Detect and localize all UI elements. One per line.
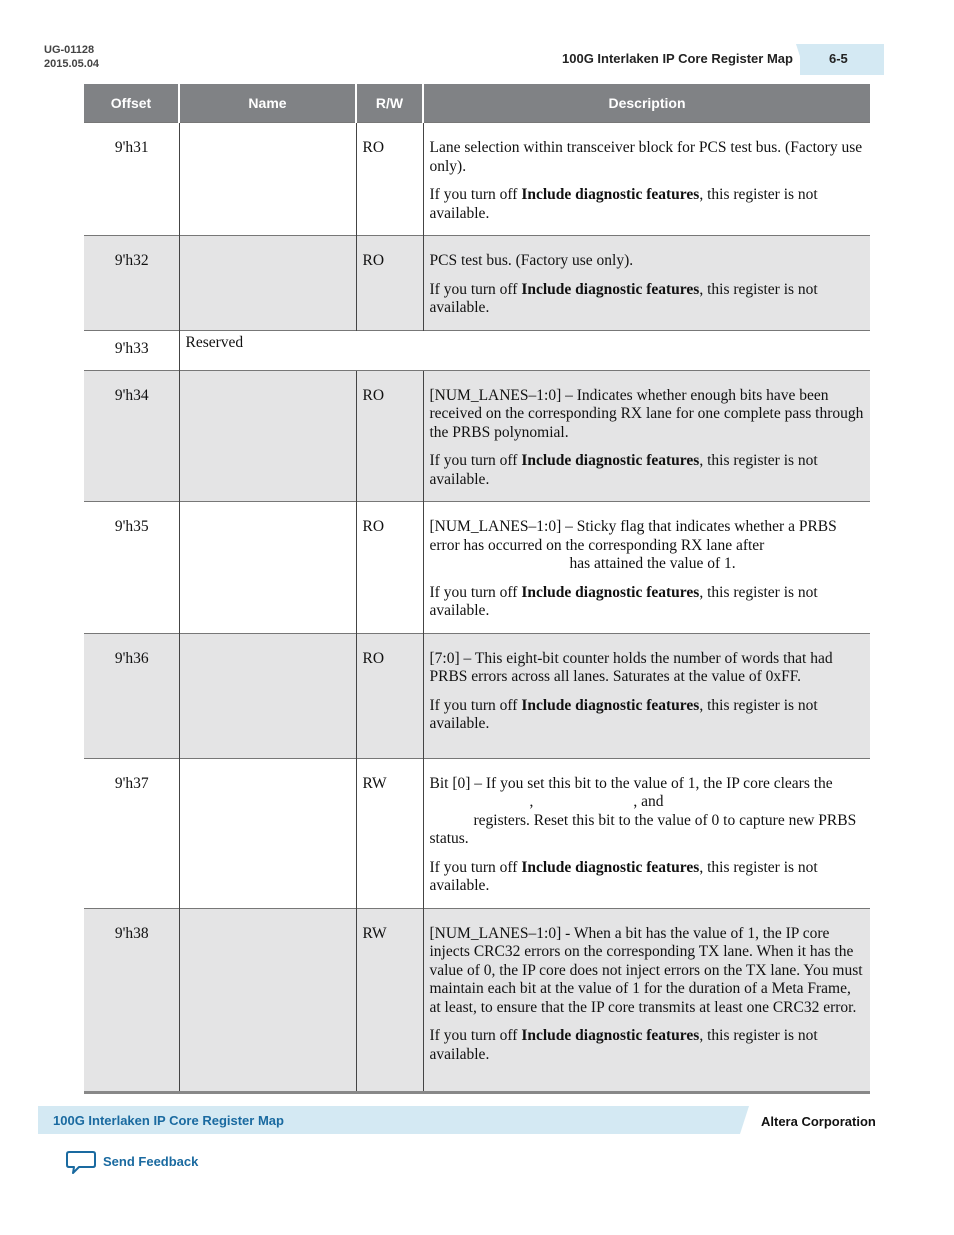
name-cell (179, 758, 356, 908)
description-cell (423, 236, 870, 331)
note-prefix: If you turn off (429, 696, 522, 714)
table-row (84, 633, 870, 758)
rw-cell: RW (356, 908, 423, 1092)
footer-section-link[interactable]: 100G Interlaken IP Core Register Map (53, 1113, 284, 1128)
table-row (84, 502, 870, 634)
note-suffix: , this register is not available. (429, 583, 818, 619)
description-text: [NUM_LANES–1:0] - When a bit has the value of 1, the IP core injects CRC32 errors on the corresponding TX lane. When it has the value of 0, the IP core does not inject errors on the TX lane. You must maintain each bit at the value of 1 for the duration of a Meta Frame, at least, to ensure that the IP core transmits at least one CRC32 error. (429, 924, 863, 1016)
description-cell (423, 502, 870, 634)
footer-company: Altera Corporation (761, 1114, 876, 1129)
column-header-description: Description (423, 84, 870, 123)
offset-cell: 9'h33 (84, 330, 179, 370)
description-cell (423, 908, 870, 1092)
offset-cell: 9'h38 (84, 908, 179, 1092)
name-cell (179, 908, 356, 1092)
description-part: , (529, 793, 534, 810)
description-cell (423, 370, 870, 502)
reserved-cell: Reserved (179, 330, 870, 370)
note-option-name: Include diagnostic features (521, 186, 700, 203)
document-id: UG-01128 (44, 44, 95, 56)
footer-band-notch (740, 1106, 749, 1134)
availability-note (430, 1027, 866, 1064)
note-suffix: , this register is not available. (429, 858, 818, 894)
description-text: [NUM_LANES–1:0] – Indicates whether enough bits have been received on the corresponding RX lane for one complete pass through the PRBS polynomial. (429, 386, 864, 441)
note-option-name: Include diagnostic features (521, 583, 700, 601)
column-header-offset: Offset (84, 84, 179, 123)
availability-note (430, 859, 866, 896)
note-prefix: If you turn off (429, 452, 522, 469)
send-feedback-link[interactable]: Send Feedback (103, 1154, 199, 1169)
document-id-block (44, 43, 99, 71)
note-option-name: Include diagnostic features (521, 1027, 700, 1044)
rw-cell: RW (356, 758, 423, 908)
note-option-name: Include diagnostic features (521, 452, 700, 469)
note-option-name: Include diagnostic features (521, 696, 700, 714)
availability-note (430, 452, 866, 489)
table-row (84, 370, 870, 502)
register-table (84, 84, 870, 1094)
rw-cell: RO (356, 123, 423, 236)
description-text (430, 775, 866, 849)
offset-cell: 9'h35 (84, 502, 179, 634)
description-text: PCS test bus. (Factory use only). (429, 252, 634, 269)
availability-note (430, 697, 866, 734)
note-suffix: , this register is not available. (429, 1027, 818, 1063)
table-row (84, 123, 870, 236)
table-row (84, 236, 870, 331)
description-cell (423, 123, 870, 236)
document-date: 2015.05.04 (44, 58, 100, 70)
description-cell (423, 633, 870, 758)
note-prefix: If you turn off (429, 280, 522, 298)
offset-cell: 9'h36 (84, 633, 179, 758)
table-row (84, 758, 870, 908)
header-section-title: 100G Interlaken IP Core Register Map (562, 51, 793, 66)
column-header-rw: R/W (356, 84, 423, 123)
column-header-name: Name (179, 84, 356, 123)
note-prefix: If you turn off (429, 1027, 522, 1044)
rw-cell: RO (356, 236, 423, 331)
table-row-reserved (84, 330, 870, 370)
page-number: 6-5 (800, 44, 884, 75)
note-suffix: , this register is not available. (429, 452, 818, 488)
description-cell (423, 758, 870, 908)
description-part: Bit [0] – If you set this bit to the value of 1, the IP core clears the (429, 774, 833, 792)
note-suffix: , this register is not available. (429, 186, 818, 222)
note-suffix: , this register is not available. (429, 696, 818, 732)
offset-cell: 9'h37 (84, 758, 179, 908)
offset-cell: 9'h34 (84, 370, 179, 502)
name-cell (179, 633, 356, 758)
description-text (430, 518, 866, 574)
offset-cell: 9'h31 (84, 123, 179, 236)
note-prefix: If you turn off (429, 858, 522, 876)
note-option-name: Include diagnostic features (521, 280, 700, 298)
name-cell (179, 236, 356, 331)
note-suffix: , this register is not available. (429, 280, 818, 316)
availability-note (430, 186, 866, 223)
name-cell (179, 370, 356, 502)
description-text: [7:0] – This eight-bit counter holds the number of words that had PRBS errors across all lanes. Saturates at the value of 0xFF. (429, 649, 833, 685)
description-part: has attained the value of 1. (569, 555, 736, 572)
name-cell (179, 123, 356, 236)
note-prefix: If you turn off (429, 186, 522, 203)
rw-cell: RO (356, 633, 423, 758)
rw-cell: RO (356, 370, 423, 502)
rw-cell: RO (356, 502, 423, 634)
availability-note (430, 584, 866, 621)
table-header-row (84, 84, 870, 123)
note-prefix: If you turn off (429, 583, 522, 601)
description-part: [NUM_LANES–1:0] – Sticky flag that indicates whether a PRBS error has occurred on the corresponding RX lane after (429, 518, 837, 554)
feedback-icon[interactable] (66, 1150, 96, 1181)
description-part: , and (633, 793, 664, 810)
offset-cell: 9'h32 (84, 236, 179, 331)
name-cell (179, 502, 356, 634)
description-part: registers. Reset this bit to the value of 0 to capture new PRBS status. (429, 811, 857, 847)
table-row (84, 908, 870, 1092)
availability-note (430, 281, 866, 318)
description-text: Lane selection within transceiver block for PCS test bus. (Factory use only). (429, 139, 863, 175)
note-option-name: Include diagnostic features (521, 858, 700, 876)
